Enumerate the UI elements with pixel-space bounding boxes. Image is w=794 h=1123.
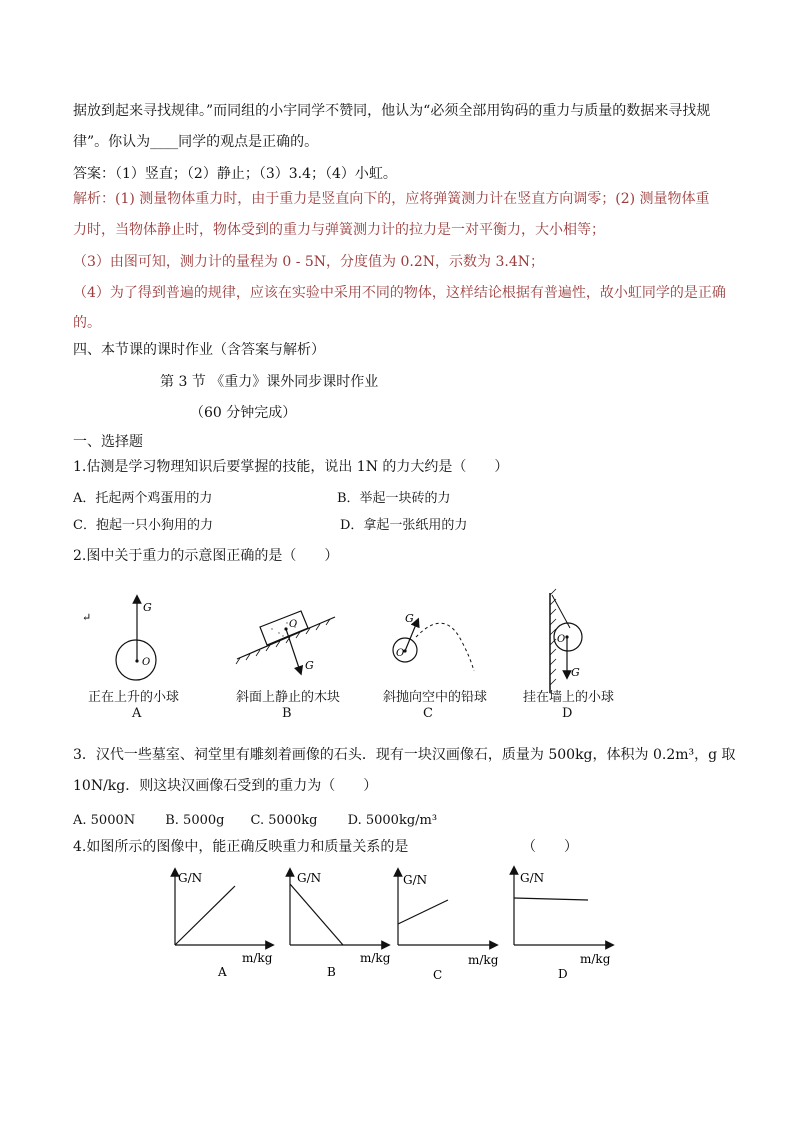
diagram-a <box>82 599 156 680</box>
homework-title: 第 3 节 《重力》课外同步课时作业 <box>160 374 379 390</box>
letter-b: B <box>282 706 292 721</box>
continued-text-line-1: 据放到起来寻找规律。”而同组的小宇同学不赞同，他认为“必须全部用钩码的重力与质量的数据来寻找规 <box>73 103 711 119</box>
graph-a-xlabel: m/kg <box>242 951 273 965</box>
graph-a-letter: A <box>218 965 227 979</box>
graph-b-ylabel: G/N <box>297 871 322 885</box>
continued-text-line-2: 律”。你认为____同学的观点是正确的。 <box>73 134 319 150</box>
graph-d-xlabel: m/kg <box>580 952 611 966</box>
graph-b-xlabel: m/kg <box>360 951 391 965</box>
diagram-d <box>550 589 582 693</box>
question-1-option-d: D．拿起一张纸用的力 <box>340 518 468 533</box>
question-2-stem: 2.图中关于重力的示意图正确的是（ ） <box>73 548 339 564</box>
label-g-a: G <box>143 601 152 614</box>
graph-d-letter: D <box>558 967 568 981</box>
question-1-option-b: B．举起一块砖的力 <box>337 491 451 506</box>
label-o-c: O <box>396 648 405 659</box>
homework-subtitle: （60 分钟完成） <box>190 405 297 421</box>
question-3-line-2: 10N/kg．则这块汉画像石受到的重力为（ ） <box>73 778 378 794</box>
caption-b: 斜面上静止的木块 <box>236 690 341 705</box>
caption-d: 挂在墙上的小球 <box>523 690 615 705</box>
graph-c <box>398 872 499 982</box>
graph-c-xlabel: m/kg <box>468 953 499 967</box>
caption-c: 斜抛向空中的铅球 <box>383 690 488 705</box>
graph-c-ylabel: G/N <box>403 873 428 887</box>
graph-a-ylabel: G/N <box>178 871 203 885</box>
mass-weight-graphs <box>0 862 794 987</box>
diagram-c <box>393 612 474 671</box>
label-g-c: G <box>405 612 414 625</box>
letter-a: A <box>132 706 142 721</box>
graph-c-letter: C <box>433 968 443 982</box>
answer-line: 答案：（1）竖直；（2）静止；（3）3.4；（4）小虹。 <box>73 166 397 182</box>
label-o-a: O <box>142 657 151 668</box>
analysis-line-1: 解析：(1) 测量物体重力时，由于重力是竖直向下的，应将弹簧测力计在竖直方向调零；(2) 测量物体重 <box>73 191 710 207</box>
letter-c: C <box>423 706 433 721</box>
section-heading: 四、本节课的课时作业（含答案与解析） <box>73 342 325 358</box>
graph-b <box>290 871 391 979</box>
question-4-stem: 4.如图所示的图像中，能正确反映重力和质量关系的是 <box>73 839 409 855</box>
gravity-diagrams <box>0 585 794 730</box>
label-g-d: G <box>571 666 580 679</box>
graph-a <box>175 871 273 979</box>
question-3-line-1: 3．汉代一些墓室、祠堂里有雕刻着画像的石头．现有一块汉画像石，质量为 500kg，体积为 0.2m³，g 取 <box>73 747 736 763</box>
label-o-d: O <box>557 634 566 645</box>
label-g-b: G <box>305 659 314 672</box>
diagram-b <box>236 611 335 672</box>
question-4-paren: （ ） <box>522 839 578 855</box>
part-heading: 一、选择题 <box>73 434 143 450</box>
caption-a: 正在上升的小球 <box>88 690 180 705</box>
analysis-line-5: 的。 <box>73 315 101 331</box>
analysis-line-3: （3）由图可知，测力计的量程为 0 - 5N，分度值为 0.2N，示数为 3.4N； <box>73 254 544 270</box>
question-3-options: A. 5000N B. 5000g C. 5000kg D. 5000kg/m³ <box>73 813 438 828</box>
svg-text:↵: ↵ <box>82 611 92 624</box>
letter-d: D <box>562 706 573 721</box>
question-1-option-c: C．抱起一只小狗用的力 <box>73 518 213 533</box>
question-1-stem: 1.估测是学习物理知识后要掌握的技能，说出 1N 的力大约是（ ） <box>73 459 509 475</box>
graph-d <box>514 870 611 981</box>
analysis-line-4: （4）为了得到普遍的规律，应该在实验中采用不同的物体，这样结论根据有普遍性，故小虹同学的是正确 <box>73 285 726 301</box>
graph-d-ylabel: G/N <box>520 871 545 885</box>
label-o-b: O <box>289 619 298 630</box>
graph-b-letter: B <box>327 965 336 979</box>
question-1-option-a: A．托起两个鸡蛋用的力 <box>73 491 213 506</box>
analysis-line-2: 力时，当物体静止时，物体受到的重力与弹簧测力计的拉力是一对平衡力，大小相等； <box>73 222 605 238</box>
